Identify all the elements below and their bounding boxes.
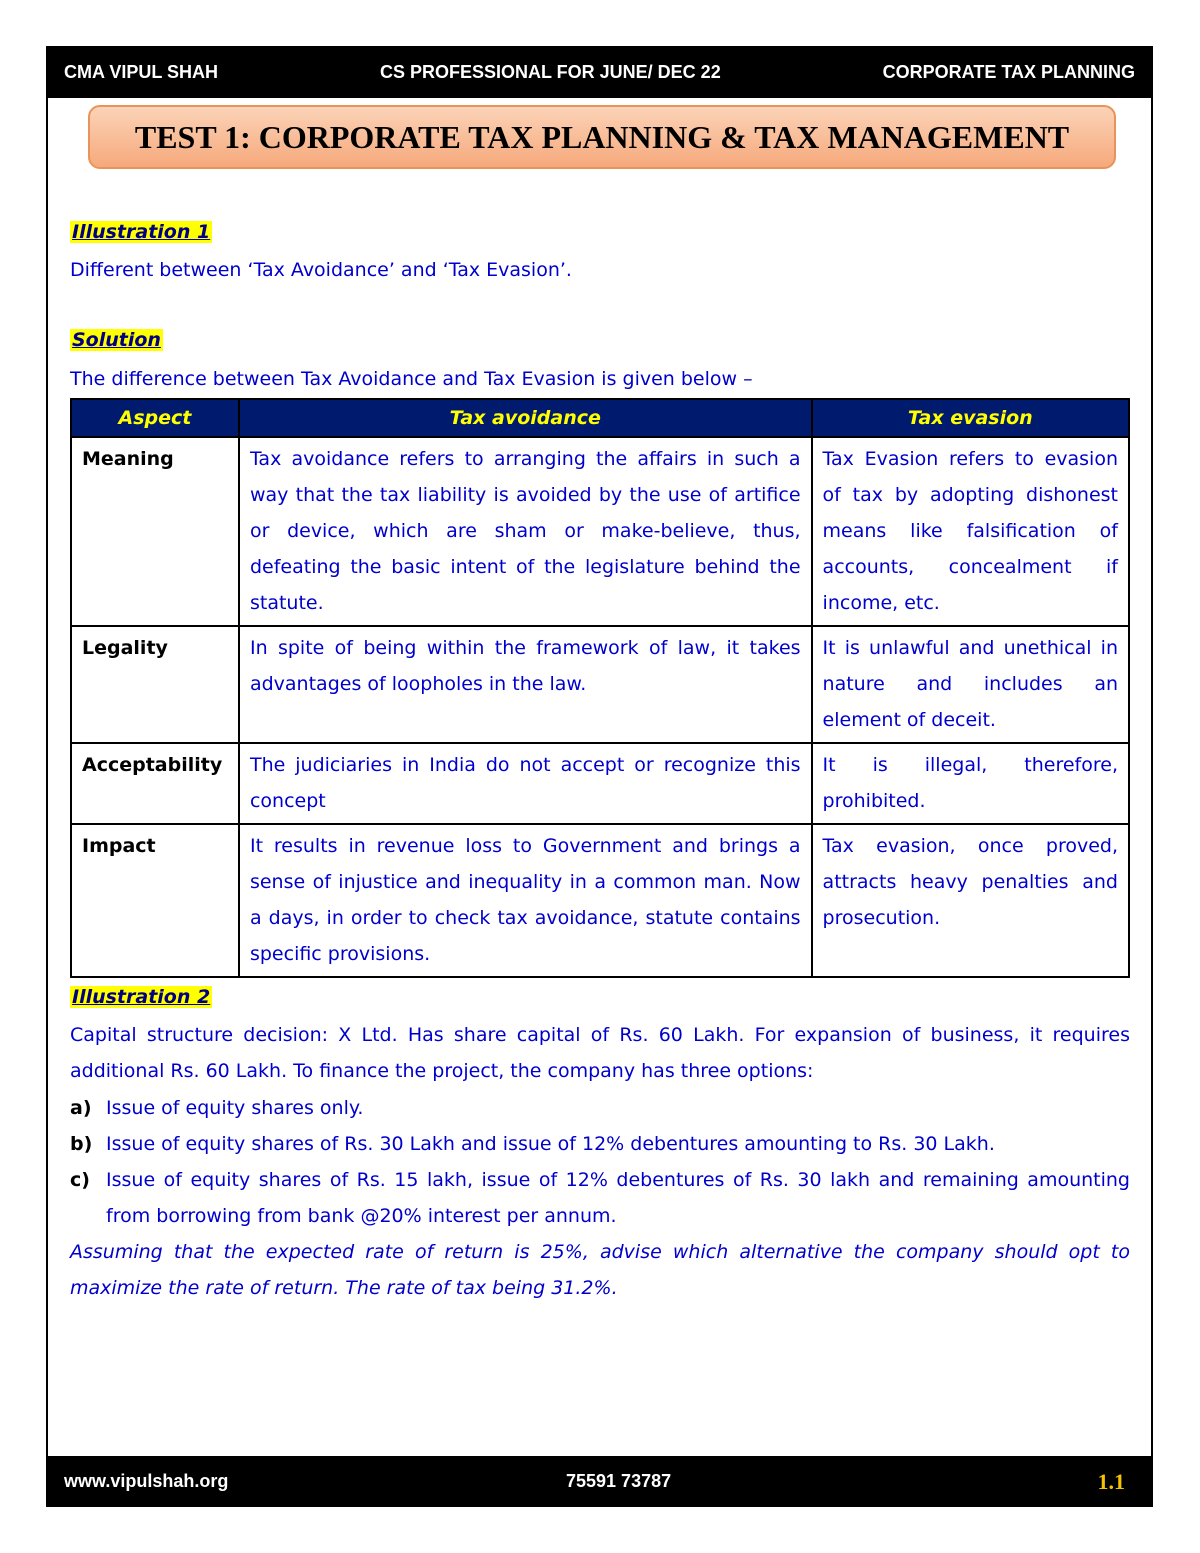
comparison-table <box>70 398 1130 978</box>
solution-intro: The difference between Tax Avoidance and Tax Evasion is given below – <box>70 368 753 390</box>
illustration-2-intro: Capital structure decision: X Ltd. Has share capital of Rs. 60 Lakh. For expansion of business, it requires additional Rs. 60 Lakh. To finance the project, the company has three options: <box>70 1024 1130 1082</box>
table-row <box>71 626 1129 743</box>
aspect-cell: Impact <box>71 824 239 977</box>
evasion-cell: It is unlawful and unethical in nature and includes an element of deceit. <box>812 626 1129 743</box>
option-text: Issue of equity shares of Rs. 30 Lakh and issue of 12% debentures amounting to Rs. 30 Lakh. <box>106 1133 995 1155</box>
solution-label: Solution <box>72 329 161 351</box>
option-key: b) <box>70 1133 93 1155</box>
column-header-tax-avoidance: Tax avoidance <box>239 399 812 437</box>
header-author: CMA VIPUL SHAH <box>64 61 219 82</box>
column-header-tax-evasion: Tax evasion <box>812 399 1129 437</box>
header-course: CS PROFESSIONAL FOR JUNE/ DEC 22 <box>379 61 721 82</box>
evasion-cell: Tax Evasion refers to evasion of tax by adopting dishonest means like falsification of accounts, concealment if income, etc. <box>812 437 1129 626</box>
footer-website-link[interactable]: www.vipulshah.org <box>64 1471 229 1491</box>
illustration-2-label: Illustration 2 <box>72 986 211 1008</box>
column-header-aspect: Aspect <box>71 399 239 437</box>
table-header-row <box>71 399 1129 437</box>
avoidance-cell: Tax avoidance refers to arranging the affairs in such a way that the tax liability is avoided by the use of artifice or device, which are sham or make-believe, thus, defeating the basic intent of the legislature behind the statute. <box>239 437 812 626</box>
page-header <box>46 46 1153 98</box>
table-row <box>71 743 1129 824</box>
evasion-cell: It is illegal, therefore, prohibited. <box>812 743 1129 824</box>
aspect-cell: Acceptability <box>71 743 239 824</box>
option-key: a) <box>70 1097 92 1119</box>
page-title: TEST 1: CORPORATE TAX PLANNING & TAX MANAGEMENT <box>88 105 1116 169</box>
footer-phone: 75591 73787 <box>566 1471 672 1491</box>
aspect-cell: Legality <box>71 626 239 743</box>
option-item <box>70 1162 1130 1234</box>
table-row <box>71 824 1129 977</box>
option-item <box>70 1126 1130 1162</box>
aspect-cell: Meaning <box>71 437 239 626</box>
header-subject: CORPORATE TAX PLANNING <box>882 61 1135 82</box>
option-text: Issue of equity shares only. <box>106 1097 364 1119</box>
page-footer <box>46 1456 1153 1507</box>
avoidance-cell: It results in revenue loss to Government and brings a sense of injustice and inequality in a common man. Now a days, in order to check tax avoidance, statute contains specific provisions. <box>239 824 812 977</box>
page-number: 1.1 <box>1097 1468 1125 1494</box>
illustration-2-closing: Assuming that the expected rate of return is 25%, advise which alternative the company should opt to maximize the rate of return. The rate of tax being 31.2%. <box>70 1241 1130 1299</box>
table-row <box>71 437 1129 626</box>
option-text: Issue of equity shares of Rs. 15 lakh, issue of 12% debentures of Rs. 30 lakh and remaining amounting from borrowing from bank @20% interest per annum. <box>106 1169 1130 1227</box>
illustration-1-label: Illustration 1 <box>72 221 211 243</box>
option-item <box>70 1090 1130 1126</box>
avoidance-cell: The judiciaries in India do not accept or recognize this concept <box>239 743 812 824</box>
avoidance-cell: In spite of being within the framework of law, it takes advantages of loopholes in the law. <box>239 626 812 743</box>
evasion-cell: Tax evasion, once proved, attracts heavy penalties and prosecution. <box>812 824 1129 977</box>
illustration-1-question: Different between ‘Tax Avoidance’ and ‘Tax Evasion’. <box>70 259 572 281</box>
option-key: c) <box>70 1169 90 1191</box>
